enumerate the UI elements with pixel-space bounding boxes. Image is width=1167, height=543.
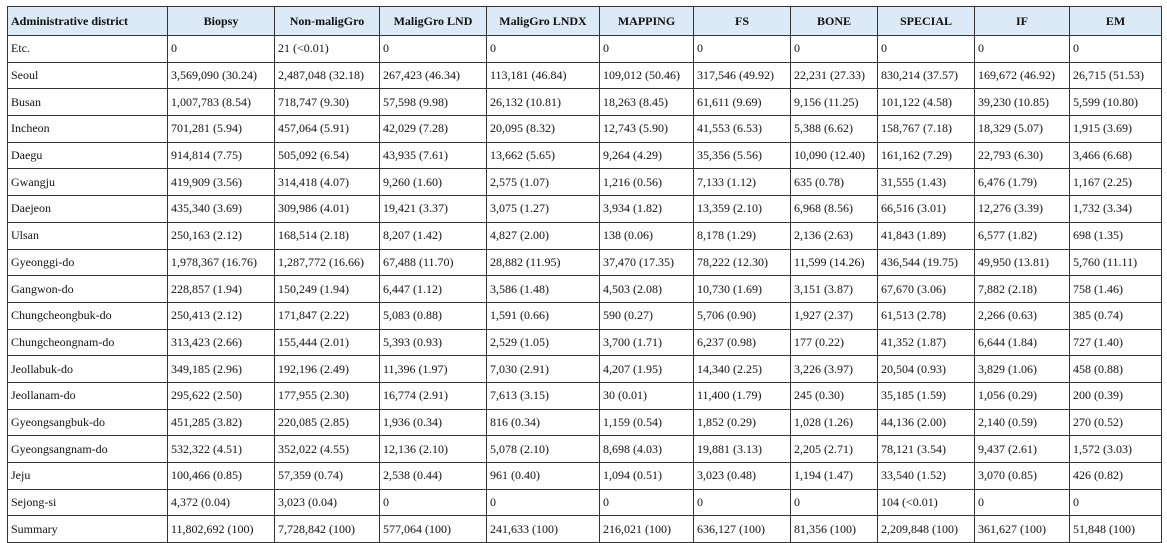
value-cell: 113,181 (46.84): [487, 62, 600, 89]
value-cell: 41,553 (6.53): [694, 116, 791, 143]
value-cell: 4,372 (0.04): [168, 489, 275, 516]
value-cell: 61,611 (9.69): [694, 89, 791, 116]
value-cell: 150,249 (1.94): [275, 276, 380, 303]
value-cell: 457,064 (5.91): [275, 116, 380, 143]
column-header: Non-maligGro: [275, 7, 380, 36]
value-cell: 349,185 (2.96): [168, 356, 275, 383]
value-cell: 7,882 (2.18): [975, 276, 1070, 303]
value-cell: 28,882 (11.95): [487, 249, 600, 276]
value-cell: 2,529 (1.05): [487, 329, 600, 356]
value-cell: 0: [791, 36, 878, 63]
value-cell: 3,023 (0.48): [694, 463, 791, 490]
value-cell: 161,162 (7.29): [878, 142, 975, 169]
value-cell: 11,396 (1.97): [380, 356, 487, 383]
value-cell: 352,022 (4.55): [275, 436, 380, 463]
table-row: [8, 329, 1162, 356]
table-row: [8, 276, 1162, 303]
value-cell: 6,237 (0.98): [694, 329, 791, 356]
value-cell: 7,133 (1.12): [694, 169, 791, 196]
value-cell: 6,577 (1.82): [975, 222, 1070, 249]
value-cell: 0: [1070, 36, 1162, 63]
value-cell: 35,185 (1.59): [878, 382, 975, 409]
value-cell: 435,340 (3.69): [168, 196, 275, 223]
value-cell: 30 (0.01): [600, 382, 694, 409]
value-cell: 57,598 (9.98): [380, 89, 487, 116]
value-cell: 14,340 (2.25): [694, 356, 791, 383]
column-header: MaligGro LND: [380, 7, 487, 36]
value-cell: 155,444 (2.01): [275, 329, 380, 356]
table-row: [8, 516, 1162, 543]
district-cell: Etc.: [8, 36, 168, 63]
value-cell: 698 (1.35): [1070, 222, 1162, 249]
header-row: [8, 7, 1162, 36]
value-cell: 216,021 (100): [600, 516, 694, 543]
column-header: BONE: [791, 7, 878, 36]
value-cell: 12,743 (5.90): [600, 116, 694, 143]
value-cell: 250,163 (2.12): [168, 222, 275, 249]
value-cell: 0: [694, 36, 791, 63]
value-cell: 16,774 (2.91): [380, 382, 487, 409]
value-cell: 458 (0.88): [1070, 356, 1162, 383]
value-cell: 1,732 (3.34): [1070, 196, 1162, 223]
district-cell: Gwangju: [8, 169, 168, 196]
value-cell: 0: [487, 489, 600, 516]
value-cell: 39,230 (10.85): [975, 89, 1070, 116]
value-cell: 3,226 (3.97): [791, 356, 878, 383]
district-cell: Busan: [8, 89, 168, 116]
table-row: [8, 409, 1162, 436]
value-cell: 31,555 (1.43): [878, 169, 975, 196]
value-cell: 636,127 (100): [694, 516, 791, 543]
value-cell: 1,591 (0.66): [487, 302, 600, 329]
value-cell: 158,767 (7.18): [878, 116, 975, 143]
value-cell: 192,196 (2.49): [275, 356, 380, 383]
value-cell: 914,814 (7.75): [168, 142, 275, 169]
value-cell: 2,538 (0.44): [380, 463, 487, 490]
value-cell: 3,586 (1.48): [487, 276, 600, 303]
value-cell: 20,504 (0.93): [878, 356, 975, 383]
value-cell: 0: [694, 489, 791, 516]
value-cell: 2,266 (0.63): [975, 302, 1070, 329]
value-cell: 177 (0.22): [791, 329, 878, 356]
district-cell: Jeollanam-do: [8, 382, 168, 409]
table-row: [8, 356, 1162, 383]
value-cell: 590 (0.27): [600, 302, 694, 329]
value-cell: 42,029 (7.28): [380, 116, 487, 143]
value-cell: 1,927 (2.37): [791, 302, 878, 329]
district-cell: Gyeongsangbuk-do: [8, 409, 168, 436]
value-cell: 6,476 (1.79): [975, 169, 1070, 196]
column-header: Administrative district: [8, 7, 168, 36]
value-cell: 0: [168, 36, 275, 63]
column-header: IF: [975, 7, 1070, 36]
value-cell: 419,909 (3.56): [168, 169, 275, 196]
value-cell: 19,421 (3.37): [380, 196, 487, 223]
value-cell: 1,852 (0.29): [694, 409, 791, 436]
value-cell: 5,706 (0.90): [694, 302, 791, 329]
table-row: [8, 169, 1162, 196]
value-cell: 26,132 (10.81): [487, 89, 600, 116]
value-cell: 81,356 (100): [791, 516, 878, 543]
column-header: MaligGro LNDX: [487, 7, 600, 36]
district-cell: Gyeonggi-do: [8, 249, 168, 276]
value-cell: 109,012 (50.46): [600, 62, 694, 89]
value-cell: 2,140 (0.59): [975, 409, 1070, 436]
district-cell: Daegu: [8, 142, 168, 169]
column-header: FS: [694, 7, 791, 36]
value-cell: 1,028 (1.26): [791, 409, 878, 436]
value-cell: 13,359 (2.10): [694, 196, 791, 223]
value-cell: 3,070 (0.85): [975, 463, 1070, 490]
value-cell: 3,700 (1.71): [600, 329, 694, 356]
value-cell: 250,413 (2.12): [168, 302, 275, 329]
value-cell: 314,418 (4.07): [275, 169, 380, 196]
value-cell: 104 (<0.01): [878, 489, 975, 516]
value-cell: 11,599 (14.26): [791, 249, 878, 276]
value-cell: 228,857 (1.94): [168, 276, 275, 303]
table-row: [8, 142, 1162, 169]
value-cell: 8,698 (4.03): [600, 436, 694, 463]
value-cell: 0: [1070, 489, 1162, 516]
value-cell: 7,030 (2.91): [487, 356, 600, 383]
value-cell: 0: [487, 36, 600, 63]
value-cell: 1,159 (0.54): [600, 409, 694, 436]
value-cell: 577,064 (100): [380, 516, 487, 543]
value-cell: 2,209,848 (100): [878, 516, 975, 543]
column-header: Biopsy: [168, 7, 275, 36]
column-header: EM: [1070, 7, 1162, 36]
table-header: [8, 7, 1162, 36]
value-cell: 22,231 (27.33): [791, 62, 878, 89]
value-cell: 0: [791, 489, 878, 516]
value-cell: 41,843 (1.89): [878, 222, 975, 249]
table-row: [8, 489, 1162, 516]
value-cell: 2,136 (2.63): [791, 222, 878, 249]
column-header: SPECIAL: [878, 7, 975, 36]
value-cell: 451,285 (3.82): [168, 409, 275, 436]
value-cell: 37,470 (17.35): [600, 249, 694, 276]
value-cell: 0: [600, 489, 694, 516]
value-cell: 138 (0.06): [600, 222, 694, 249]
value-cell: 6,644 (1.84): [975, 329, 1070, 356]
value-cell: 4,827 (2.00): [487, 222, 600, 249]
value-cell: 1,167 (2.25): [1070, 169, 1162, 196]
value-cell: 3,466 (6.68): [1070, 142, 1162, 169]
value-cell: 9,264 (4.29): [600, 142, 694, 169]
value-cell: 0: [380, 489, 487, 516]
value-cell: 171,847 (2.22): [275, 302, 380, 329]
table-row: [8, 89, 1162, 116]
value-cell: 267,423 (46.34): [380, 62, 487, 89]
value-cell: 2,575 (1.07): [487, 169, 600, 196]
value-cell: 169,672 (46.92): [975, 62, 1070, 89]
value-cell: 1,978,367 (16.76): [168, 249, 275, 276]
value-cell: 1,194 (1.47): [791, 463, 878, 490]
table-row: [8, 62, 1162, 89]
value-cell: 436,544 (19.75): [878, 249, 975, 276]
value-cell: 13,662 (5.65): [487, 142, 600, 169]
table-row: [8, 36, 1162, 63]
value-cell: 6,968 (8.56): [791, 196, 878, 223]
value-cell: 1,056 (0.29): [975, 382, 1070, 409]
value-cell: 718,747 (9.30): [275, 89, 380, 116]
value-cell: 816 (0.34): [487, 409, 600, 436]
table-body: [8, 36, 1162, 543]
value-cell: 426 (0.82): [1070, 463, 1162, 490]
district-cell: Jeollabuk-do: [8, 356, 168, 383]
value-cell: 758 (1.46): [1070, 276, 1162, 303]
value-cell: 701,281 (5.94): [168, 116, 275, 143]
value-cell: 10,730 (1.69): [694, 276, 791, 303]
value-cell: 9,156 (11.25): [791, 89, 878, 116]
value-cell: 8,207 (1.42): [380, 222, 487, 249]
district-cell: Incheon: [8, 116, 168, 143]
value-cell: 57,359 (0.74): [275, 463, 380, 490]
value-cell: 20,095 (8.32): [487, 116, 600, 143]
district-cell: Summary: [8, 516, 168, 543]
table-row: [8, 463, 1162, 490]
table-row: [8, 382, 1162, 409]
value-cell: 1,094 (0.51): [600, 463, 694, 490]
value-cell: 101,122 (4.58): [878, 89, 975, 116]
value-cell: 12,276 (3.39): [975, 196, 1070, 223]
value-cell: 8,178 (1.29): [694, 222, 791, 249]
district-cell: Jeju: [8, 463, 168, 490]
district-cell: Sejong-si: [8, 489, 168, 516]
value-cell: 22,793 (6.30): [975, 142, 1070, 169]
value-cell: 12,136 (2.10): [380, 436, 487, 463]
value-cell: 1,915 (3.69): [1070, 116, 1162, 143]
district-cell: Daejeon: [8, 196, 168, 223]
value-cell: 41,352 (1.87): [878, 329, 975, 356]
value-cell: 5,760 (11.11): [1070, 249, 1162, 276]
value-cell: 2,205 (2.71): [791, 436, 878, 463]
district-cell: Seoul: [8, 62, 168, 89]
district-cell: Chungcheongnam-do: [8, 329, 168, 356]
value-cell: 830,214 (37.57): [878, 62, 975, 89]
value-cell: 11,802,692 (100): [168, 516, 275, 543]
value-cell: 200 (0.39): [1070, 382, 1162, 409]
value-cell: 3,569,090 (30.24): [168, 62, 275, 89]
value-cell: 78,121 (3.54): [878, 436, 975, 463]
value-cell: 5,078 (2.10): [487, 436, 600, 463]
district-cell: Chungcheongbuk-do: [8, 302, 168, 329]
table-row: [8, 249, 1162, 276]
value-cell: 385 (0.74): [1070, 302, 1162, 329]
value-cell: 19,881 (3.13): [694, 436, 791, 463]
value-cell: 245 (0.30): [791, 382, 878, 409]
value-cell: 5,083 (0.88): [380, 302, 487, 329]
value-cell: 177,955 (2.30): [275, 382, 380, 409]
value-cell: 66,516 (3.01): [878, 196, 975, 223]
value-cell: 18,263 (8.45): [600, 89, 694, 116]
value-cell: 532,322 (4.51): [168, 436, 275, 463]
value-cell: 9,260 (1.60): [380, 169, 487, 196]
value-cell: 3,829 (1.06): [975, 356, 1070, 383]
value-cell: 4,207 (1.95): [600, 356, 694, 383]
value-cell: 18,329 (5.07): [975, 116, 1070, 143]
value-cell: 0: [878, 36, 975, 63]
district-table: [7, 6, 1162, 543]
value-cell: 309,986 (4.01): [275, 196, 380, 223]
value-cell: 0: [975, 489, 1070, 516]
value-cell: 44,136 (2.00): [878, 409, 975, 436]
district-cell: Gangwon-do: [8, 276, 168, 303]
value-cell: 313,423 (2.66): [168, 329, 275, 356]
value-cell: 51,848 (100): [1070, 516, 1162, 543]
table-row: [8, 302, 1162, 329]
district-cell: Gyeongsangnam-do: [8, 436, 168, 463]
district-cell: Ulsan: [8, 222, 168, 249]
value-cell: 505,092 (6.54): [275, 142, 380, 169]
value-cell: 1,572 (3.03): [1070, 436, 1162, 463]
value-cell: 961 (0.40): [487, 463, 600, 490]
value-cell: 9,437 (2.61): [975, 436, 1070, 463]
value-cell: 100,466 (0.85): [168, 463, 275, 490]
value-cell: 11,400 (1.79): [694, 382, 791, 409]
value-cell: 1,287,772 (16.66): [275, 249, 380, 276]
value-cell: 3,023 (0.04): [275, 489, 380, 516]
value-cell: 21 (<0.01): [275, 36, 380, 63]
value-cell: 317,546 (49.92): [694, 62, 791, 89]
value-cell: 2,487,048 (32.18): [275, 62, 380, 89]
value-cell: 727 (1.40): [1070, 329, 1162, 356]
table-row: [8, 436, 1162, 463]
value-cell: 5,599 (10.80): [1070, 89, 1162, 116]
value-cell: 7,613 (3.15): [487, 382, 600, 409]
value-cell: 5,393 (0.93): [380, 329, 487, 356]
value-cell: 26,715 (51.53): [1070, 62, 1162, 89]
value-cell: 35,356 (5.56): [694, 142, 791, 169]
value-cell: 1,936 (0.34): [380, 409, 487, 436]
value-cell: 67,670 (3.06): [878, 276, 975, 303]
value-cell: 6,447 (1.12): [380, 276, 487, 303]
value-cell: 241,633 (100): [487, 516, 600, 543]
value-cell: 0: [975, 36, 1070, 63]
table-row: [8, 222, 1162, 249]
value-cell: 361,627 (100): [975, 516, 1070, 543]
table-row: [8, 116, 1162, 143]
value-cell: 295,622 (2.50): [168, 382, 275, 409]
value-cell: 33,540 (1.52): [878, 463, 975, 490]
value-cell: 5,388 (6.62): [791, 116, 878, 143]
value-cell: 270 (0.52): [1070, 409, 1162, 436]
value-cell: 3,151 (3.87): [791, 276, 878, 303]
value-cell: 220,085 (2.85): [275, 409, 380, 436]
value-cell: 1,007,783 (8.54): [168, 89, 275, 116]
value-cell: 61,513 (2.78): [878, 302, 975, 329]
value-cell: 3,934 (1.82): [600, 196, 694, 223]
value-cell: 4,503 (2.08): [600, 276, 694, 303]
table-row: [8, 196, 1162, 223]
value-cell: 10,090 (12.40): [791, 142, 878, 169]
value-cell: 78,222 (12.30): [694, 249, 791, 276]
value-cell: 168,514 (2.18): [275, 222, 380, 249]
value-cell: 67,488 (11.70): [380, 249, 487, 276]
value-cell: 1,216 (0.56): [600, 169, 694, 196]
value-cell: 49,950 (13.81): [975, 249, 1070, 276]
value-cell: 3,075 (1.27): [487, 196, 600, 223]
value-cell: 0: [600, 36, 694, 63]
value-cell: 635 (0.78): [791, 169, 878, 196]
value-cell: 7,728,842 (100): [275, 516, 380, 543]
value-cell: 43,935 (7.61): [380, 142, 487, 169]
value-cell: 0: [380, 36, 487, 63]
column-header: MAPPING: [600, 7, 694, 36]
